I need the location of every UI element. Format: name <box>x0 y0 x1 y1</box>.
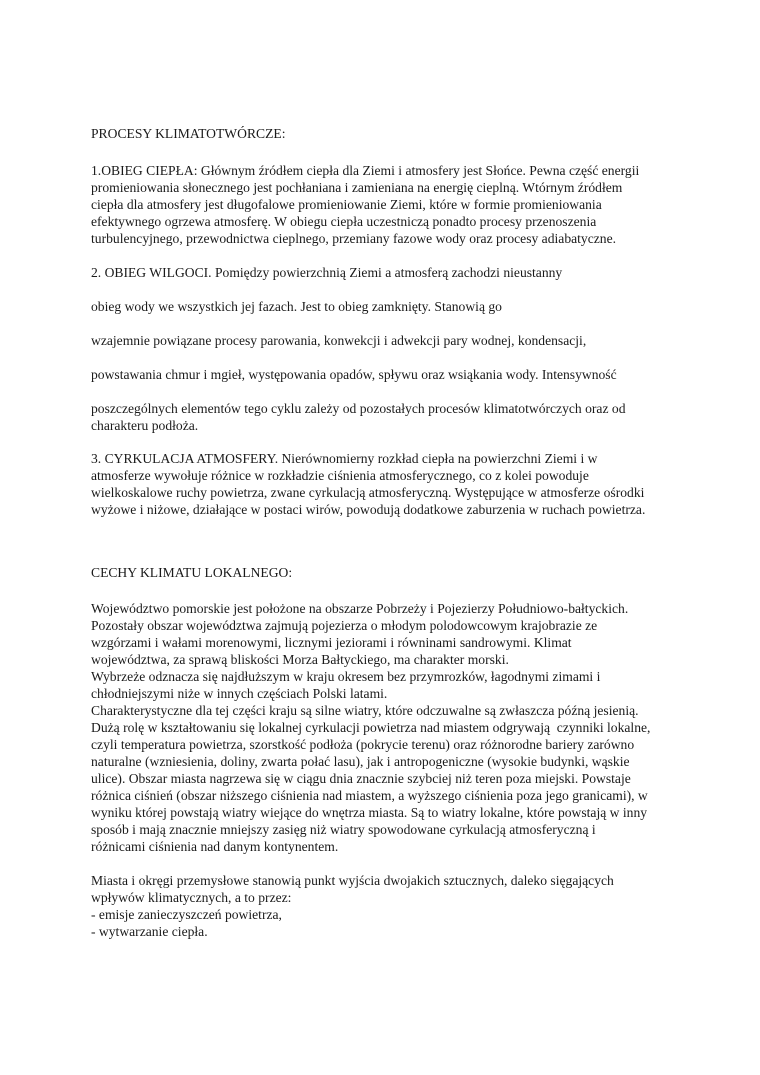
paragraph-line: naturalne (wzniesienia, doliny, zwarta połać lasu), jak i antropogeniczne (wysokie budynki, wąskie <box>91 754 630 769</box>
paragraph-line: wyniku której powstają wiatry wiejące do wnętrza miasta. Są to wiatry lokalne, które powstają w inny <box>91 805 648 820</box>
paragraph-line: Pozostały obszar województwa zajmują pojezierza o młodym polodowcowym krajobrazie ze <box>91 618 598 633</box>
paragraph-line: różnicami ciśnienia nad danym kontynentem. <box>91 839 339 854</box>
paragraph-line: Charakterystyczne dla tej części kraju są silne wiatry, które odczuwalne są zwłaszcza późną jesienią. <box>91 703 639 718</box>
paragraph-line: turbulencyjnego, przewodnictwa cieplnego, przemiany fazowe wody oraz procesy adiabatyczne. <box>91 231 617 246</box>
paragraph-line: obieg wody we wszystkich jej fazach. Jest to obieg zamknięty. Stanowią go <box>91 299 502 314</box>
paragraph-line: promieniowania słonecznego jest pochłaniana i zamieniana na energię cieplną. Wtórnym źródłem <box>91 180 623 195</box>
paragraph-line: efektywnego ogrzewa atmosferę. W obiegu ciepła uczestniczą ponadto procesy przenoszenia <box>91 214 597 229</box>
paragraph-line: 1.OBIEG CIEPŁA: Głównym źródłem ciepła dla Ziemi i atmosfery jest Słońce. Pewna część energii <box>91 163 640 178</box>
paragraph-line: 3. CYRKULACJA ATMOSFERY. Nierównomierny rozkład ciepła na powierzchni Ziemi i w <box>91 451 598 466</box>
paragraph-line: ciepła dla atmosfery jest długofalowe promieniowanie Ziemi, które w formie promieniowania <box>91 197 602 212</box>
paragraph-line: poszczególnych elementów tego cyklu zależy od pozostałych procesów klimatotwórczych oraz od <box>91 401 626 416</box>
paragraph-line: 2. OBIEG WILGOCI. Pomiędzy powierzchnią Ziemi a atmosferą zachodzi nieustanny <box>91 265 563 280</box>
paragraph-line: różnica ciśnień (obszar niższego ciśnienia nad miastem, a wyższego ciśnienia poza jego granicami), w <box>91 788 648 803</box>
paragraph-line: charakteru podłoża. <box>91 418 199 433</box>
paragraph-line: powstawania chmur i mgieł, występowania opadów, spływu oraz wsiąkania wody. Intensywność <box>91 367 617 382</box>
paragraph-line: wpływów klimatycznych, a to przez: <box>91 890 292 905</box>
paragraph-line: Dużą rolę w kształtowaniu się lokalnej cyrkulacji powietrza nad miastem odgrywają czynniki lokalne, <box>91 720 651 735</box>
paragraph-line: ulice). Obszar miasta nagrzewa się w ciągu dnia znacznie szybciej niż teren poza miejski. Powstaje <box>91 771 631 786</box>
heading-local-climate: CECHY KLIMATU LOKALNEGO: <box>91 565 293 580</box>
list-item: - wytwarzanie ciepła. <box>91 924 208 939</box>
paragraph-line: Województwo pomorskie jest położone na obszarze Pobrzeży i Pojezierzy Południowo-bałtyckich. <box>91 601 629 616</box>
paragraph-line: Miasta i okręgi przemysłowe stanowią punkt wyjścia dwojakich sztucznych, daleko sięgających <box>91 873 614 888</box>
paragraph-line: wzgórzami i wałami morenowymi, licznymi jeziorami i równinami sandrowymi. Klimat <box>91 635 572 650</box>
paragraph-line: Wybrzeże odznacza się najdłuższym w kraju okresem bez przymrozków, łagodnymi zimami i <box>91 669 601 684</box>
heading-climate-processes: PROCESY KLIMATOTWÓRCZE: <box>91 126 286 141</box>
paragraph-line: wyżowe i niżowe, działające w postaci wirów, powodują dodatkowe zaburzenia w ruchach powietrza. <box>91 502 646 517</box>
paragraph-line: sposób i mają znacznie mniejszy zasięg niż wiatry spowodowane cyrkulacją atmosferyczną i <box>91 822 596 837</box>
paragraph-line: wzajemnie powiązane procesy parowania, konwekcji i adwekcji pary wodnej, kondensacji, <box>91 333 587 348</box>
list-item: - emisje zanieczyszczeń powietrza, <box>91 907 282 922</box>
paragraph-line: atmosferze wywołuje różnice w rozkładzie ciśnienia atmosferycznego, co z kolei powoduje <box>91 468 589 483</box>
paragraph-line: chłodniejszymi niże w innych częściach Polski latami. <box>91 686 388 701</box>
paragraph-line: wielkoskalowe ruchy powietrza, zwane cyrkulacją atmosferyczną. Występujące w atmosferze ośrodki <box>91 485 645 500</box>
paragraph-line: czyli temperatura powietrza, szorstkość podłoża (pokrycie terenu) oraz różnorodne bariery zarówno <box>91 737 635 752</box>
paragraph-line: województwa, za sprawą bliskości Morza Bałtyckiego, ma charakter morski. <box>91 652 509 667</box>
